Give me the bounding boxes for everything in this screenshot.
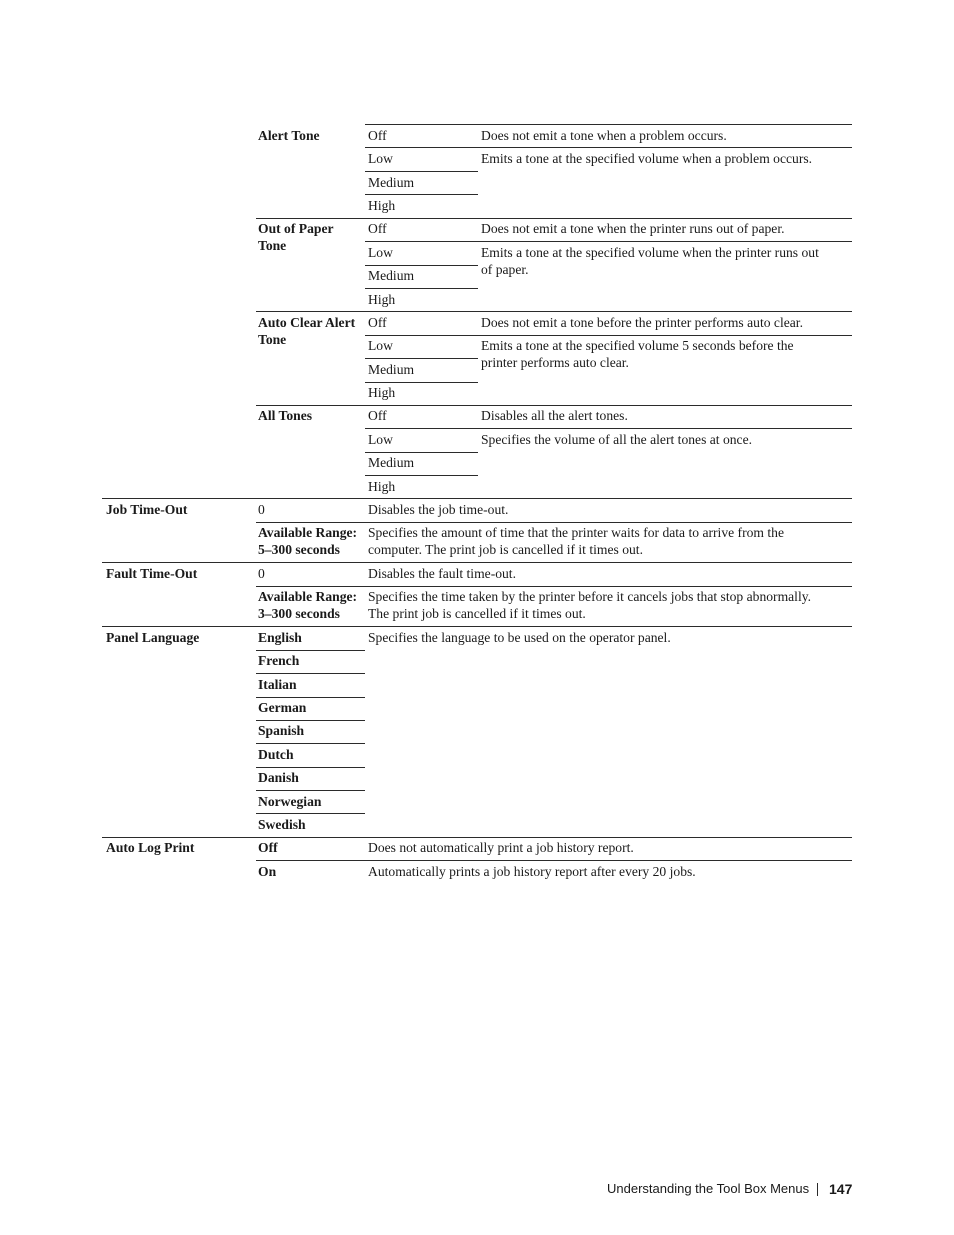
table-rule	[102, 562, 852, 563]
option-low: Low	[368, 338, 393, 353]
setting-label-auto-log-print: Auto Log Print	[106, 840, 195, 855]
language-option: Spanish	[258, 723, 305, 738]
option-high: High	[368, 292, 396, 307]
option-medium: Medium	[368, 268, 415, 283]
table-rule	[365, 124, 852, 125]
option-description: Does not emit a tone when the printer runs out of paper.	[481, 221, 785, 236]
table-rule	[256, 586, 852, 587]
option-available-range-value: 3–300 seconds	[258, 606, 340, 621]
setting-label-panel-language: Panel Language	[106, 630, 200, 645]
table-rule	[256, 218, 852, 219]
table-rule	[256, 522, 852, 523]
option-medium: Medium	[368, 362, 415, 377]
option-available-range-value: 5–300 seconds	[258, 542, 340, 557]
option-low: Low	[368, 151, 393, 166]
table-rule	[256, 860, 852, 861]
table-rule	[256, 813, 365, 814]
setting-label-alert-tone: Alert Tone	[258, 128, 320, 143]
option-description: Does not emit a tone when a problem occurs.	[481, 128, 727, 143]
option-low: Low	[368, 432, 393, 447]
table-rule	[256, 743, 365, 744]
option-off: Off	[368, 408, 387, 423]
option-available-range: Available Range:	[258, 525, 358, 540]
table-rule	[256, 697, 365, 698]
table-rule	[256, 311, 852, 312]
option-description: Automatically prints a job history report after every 20 jobs.	[368, 864, 696, 879]
language-option: English	[258, 630, 302, 645]
footer-section-title: Understanding the Tool Box Menus	[607, 1181, 810, 1196]
setting-label-job-time-out: Job Time-Out	[106, 502, 188, 517]
option-zero: 0	[258, 566, 265, 581]
option-available-range: Available Range:	[258, 589, 358, 604]
option-off: Off	[258, 840, 278, 855]
option-medium: Medium	[368, 455, 415, 470]
language-option: French	[258, 653, 300, 668]
table-rule	[365, 147, 852, 148]
table-rule	[365, 475, 478, 476]
table-rule	[102, 626, 852, 627]
option-description: Does not automatically print a job history report.	[368, 840, 634, 855]
table-rule	[256, 720, 365, 721]
option-description: Disables the job time-out.	[368, 502, 509, 517]
option-description: Specifies the amount of time that the printer waits for data to arrive from the	[368, 525, 784, 540]
page-number: 147	[829, 1181, 853, 1197]
language-option: Norwegian	[258, 794, 322, 809]
language-option: German	[258, 700, 307, 715]
table-rule	[102, 498, 852, 499]
language-option: Danish	[258, 770, 299, 785]
language-option: Swedish	[258, 817, 306, 832]
table-rule	[256, 650, 365, 651]
option-high: High	[368, 198, 396, 213]
option-high: High	[368, 385, 396, 400]
table-rule	[365, 452, 478, 453]
option-description: Disables all the alert tones.	[481, 408, 628, 423]
table-rule	[365, 382, 478, 383]
table-rule	[365, 241, 852, 242]
option-off: Off	[368, 315, 387, 330]
table-rule	[256, 405, 852, 406]
language-option: Dutch	[258, 747, 294, 762]
table-rule	[365, 265, 478, 266]
table-rule	[365, 171, 478, 172]
option-medium: Medium	[368, 175, 415, 190]
table-rule	[365, 358, 478, 359]
setting-label-all-tones: All Tones	[258, 408, 313, 423]
option-description-cont: computer. The print job is cancelled if it times out.	[368, 542, 643, 557]
option-description-cont: of paper.	[481, 262, 529, 277]
option-low: Low	[368, 245, 393, 260]
option-description: Specifies the language to be used on the operator panel.	[368, 630, 671, 645]
option-description: Emits a tone at the specified volume when a problem occurs.	[481, 151, 813, 166]
table-rule	[102, 837, 852, 838]
setting-label-fault-time-out: Fault Time-Out	[106, 566, 198, 581]
table-rule	[365, 288, 478, 289]
option-zero: 0	[258, 502, 265, 517]
language-option: Italian	[258, 677, 297, 692]
option-on: On	[258, 864, 277, 879]
setting-label-auto-clear-alert-tone: Auto Clear Alert	[258, 315, 356, 330]
option-description: Emits a tone at the specified volume 5 seconds before the	[481, 338, 794, 353]
option-off: Off	[368, 128, 387, 143]
table-rule	[256, 673, 365, 674]
option-description: Specifies the volume of all the alert tones at once.	[481, 432, 753, 447]
setting-label-out-of-paper-tone: Out of Paper	[258, 221, 334, 236]
table-rule	[365, 335, 852, 336]
setting-label-out-of-paper-tone-cont: Tone	[258, 238, 287, 253]
setting-label-auto-clear-alert-tone-cont: Tone	[258, 332, 287, 347]
option-description: Disables the fault time-out.	[368, 566, 516, 581]
option-high: High	[368, 479, 396, 494]
option-off: Off	[368, 221, 387, 236]
table-rule	[365, 194, 478, 195]
table-rule	[256, 767, 365, 768]
footer-separator	[817, 1183, 818, 1196]
option-description: Emits a tone at the specified volume when the printer runs out	[481, 245, 819, 260]
table-rule	[256, 790, 365, 791]
option-description: Specifies the time taken by the printer before it cancels jobs that stop abnormally.	[368, 589, 812, 604]
table-rule	[365, 428, 852, 429]
option-description-cont: printer performs auto clear.	[481, 355, 629, 370]
option-description-cont: The print job is cancelled if it times out.	[368, 606, 586, 621]
option-description: Does not emit a tone before the printer performs auto clear.	[481, 315, 803, 330]
